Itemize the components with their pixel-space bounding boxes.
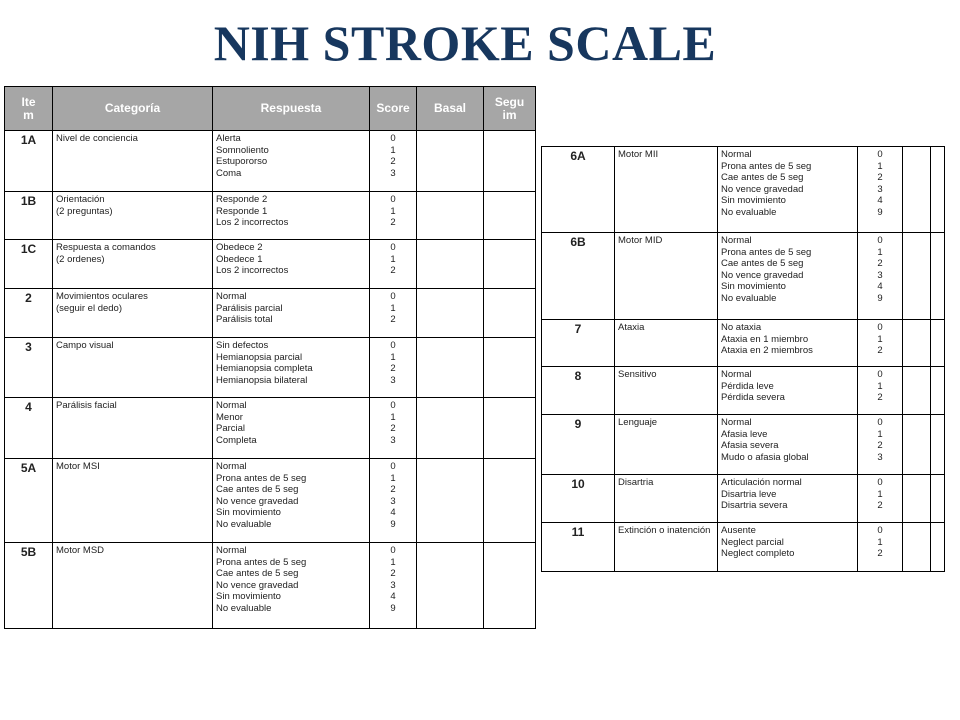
row-category: Motor MII: [615, 147, 718, 233]
follow-up-cell[interactable]: [931, 475, 945, 523]
follow-up-cell[interactable]: [484, 192, 536, 240]
row-item: 3: [5, 338, 53, 398]
row-item: 8: [542, 367, 615, 415]
row-score: 0 1 2 3 4 9: [858, 147, 903, 233]
row-response: Normal Afasia leve Afasia severa Mudo o afasia global: [718, 415, 858, 475]
table-row: [5, 131, 536, 192]
follow-up-cell[interactable]: [484, 338, 536, 398]
row-score: 0 1 2 3 4 9: [370, 459, 417, 543]
table-row: [5, 192, 536, 240]
row-response: Normal Prona antes de 5 seg Cae antes de 5 seg No vence gravedad Sin movimiento No evaluable: [213, 459, 370, 543]
table-row: [542, 415, 945, 475]
basal-cell[interactable]: [417, 240, 484, 289]
row-category: Sensitivo: [615, 367, 718, 415]
table-row: [542, 233, 945, 320]
row-category: Respuesta a comandos (2 ordenes): [53, 240, 213, 289]
table-row: [5, 543, 536, 629]
row-item: 5A: [5, 459, 53, 543]
row-category: Parálisis facial: [53, 398, 213, 459]
basal-cell[interactable]: [903, 367, 931, 415]
row-response: Normal Prona antes de 5 seg Cae antes de 5 seg No vence gravedad Sin movimiento No evaluable: [718, 147, 858, 233]
follow-up-cell[interactable]: [931, 233, 945, 320]
row-response: Articulación normal Disartria leve Disartria severa: [718, 475, 858, 523]
header-follow-up: Segu im: [484, 87, 536, 131]
row-category: Campo visual: [53, 338, 213, 398]
table-row: [5, 240, 536, 289]
row-category: Motor MSD: [53, 543, 213, 629]
header-response: Respuesta: [213, 87, 370, 131]
row-score: 0 1 2 3: [370, 398, 417, 459]
basal-cell[interactable]: [417, 459, 484, 543]
row-item: 6B: [542, 233, 615, 320]
header-category: Categoría: [53, 87, 213, 131]
follow-up-cell[interactable]: [931, 415, 945, 475]
basal-cell[interactable]: [903, 415, 931, 475]
row-item: 11: [542, 523, 615, 572]
row-item: 7: [542, 320, 615, 367]
follow-up-cell[interactable]: [484, 543, 536, 629]
row-response: Responde 2 Responde 1 Los 2 incorrectos: [213, 192, 370, 240]
row-response: Normal Parálisis parcial Parálisis total: [213, 289, 370, 338]
row-item: 2: [5, 289, 53, 338]
basal-cell[interactable]: [417, 192, 484, 240]
row-category: Disartria: [615, 475, 718, 523]
row-score: 0 1 2: [858, 320, 903, 367]
basal-cell[interactable]: [903, 233, 931, 320]
row-item: 4: [5, 398, 53, 459]
row-item: 6A: [542, 147, 615, 233]
row-score: 0 1 2 3: [858, 415, 903, 475]
basal-cell[interactable]: [417, 543, 484, 629]
follow-up-cell[interactable]: [931, 367, 945, 415]
follow-up-cell[interactable]: [484, 459, 536, 543]
table-row: [542, 147, 945, 233]
row-response: Normal Prona antes de 5 seg Cae antes de 5 seg No vence gravedad Sin movimiento No evaluable: [718, 233, 858, 320]
row-response: Sin defectos Hemianopsia parcial Hemianopsia completa Hemianopsia bilateral: [213, 338, 370, 398]
row-response: Normal Menor Parcial Completa: [213, 398, 370, 459]
header-item: Ite m: [5, 87, 53, 131]
table-row: [5, 459, 536, 543]
table-row: [5, 398, 536, 459]
row-item: 1C: [5, 240, 53, 289]
row-response: No ataxia Ataxia en 1 miembro Ataxia en 2 miembros: [718, 320, 858, 367]
basal-cell[interactable]: [417, 338, 484, 398]
row-item: 10: [542, 475, 615, 523]
row-item: 9: [542, 415, 615, 475]
basal-cell[interactable]: [903, 320, 931, 367]
follow-up-cell[interactable]: [484, 289, 536, 338]
row-response: Alerta Somnoliento Estupororso Coma: [213, 131, 370, 192]
follow-up-cell[interactable]: [931, 147, 945, 233]
basal-cell[interactable]: [417, 398, 484, 459]
row-category: Motor MSI: [53, 459, 213, 543]
row-category: Nivel de conciencia: [53, 131, 213, 192]
row-category: Extinción o inatención: [615, 523, 718, 572]
row-item: 1A: [5, 131, 53, 192]
table-row: [542, 523, 945, 572]
row-category: Orientación (2 preguntas): [53, 192, 213, 240]
row-response: Obedece 2 Obedece 1 Los 2 incorrectos: [213, 240, 370, 289]
basal-cell[interactable]: [417, 289, 484, 338]
row-item: 5B: [5, 543, 53, 629]
follow-up-cell[interactable]: [931, 320, 945, 367]
row-score: 0 1 2: [858, 367, 903, 415]
table-row: [5, 289, 536, 338]
table-row: [542, 320, 945, 367]
row-score: 0 1 2: [858, 523, 903, 572]
row-score: 0 1 2 3: [370, 338, 417, 398]
row-score: 0 1 2 3 4 9: [370, 543, 417, 629]
row-response: Normal Pérdida leve Pérdida severa: [718, 367, 858, 415]
basal-cell[interactable]: [903, 147, 931, 233]
row-category: Motor MID: [615, 233, 718, 320]
row-category: Movimientos oculares (seguir el dedo): [53, 289, 213, 338]
row-score: 0 1 2: [370, 192, 417, 240]
table-row: [542, 475, 945, 523]
page-title: NIH STROKE SCALE: [213, 15, 717, 71]
row-item: 1B: [5, 192, 53, 240]
basal-cell[interactable]: [903, 475, 931, 523]
row-response: Normal Prona antes de 5 seg Cae antes de 5 seg No vence gravedad Sin movimiento No evaluable: [213, 543, 370, 629]
follow-up-cell[interactable]: [484, 240, 536, 289]
row-score: 0 1 2: [370, 289, 417, 338]
table-row: [5, 338, 536, 398]
follow-up-cell[interactable]: [931, 523, 945, 572]
row-score: 0 1 2 3 4 9: [858, 233, 903, 320]
row-score: 0 1 2: [858, 475, 903, 523]
table-row: [542, 367, 945, 415]
header-basal: Basal: [417, 87, 484, 131]
header-score: Score: [370, 87, 417, 131]
row-category: Ataxia: [615, 320, 718, 367]
basal-cell[interactable]: [903, 523, 931, 572]
nih-table-right: [541, 146, 945, 572]
row-category: Lenguaje: [615, 415, 718, 475]
follow-up-cell[interactable]: [484, 398, 536, 459]
row-response: Ausente Neglect parcial Neglect completo: [718, 523, 858, 572]
row-score: 0 1 2 3: [370, 131, 417, 192]
basal-cell[interactable]: [417, 131, 484, 192]
row-score: 0 1 2: [370, 240, 417, 289]
follow-up-cell[interactable]: [484, 131, 536, 192]
nih-table-left: [4, 86, 536, 629]
